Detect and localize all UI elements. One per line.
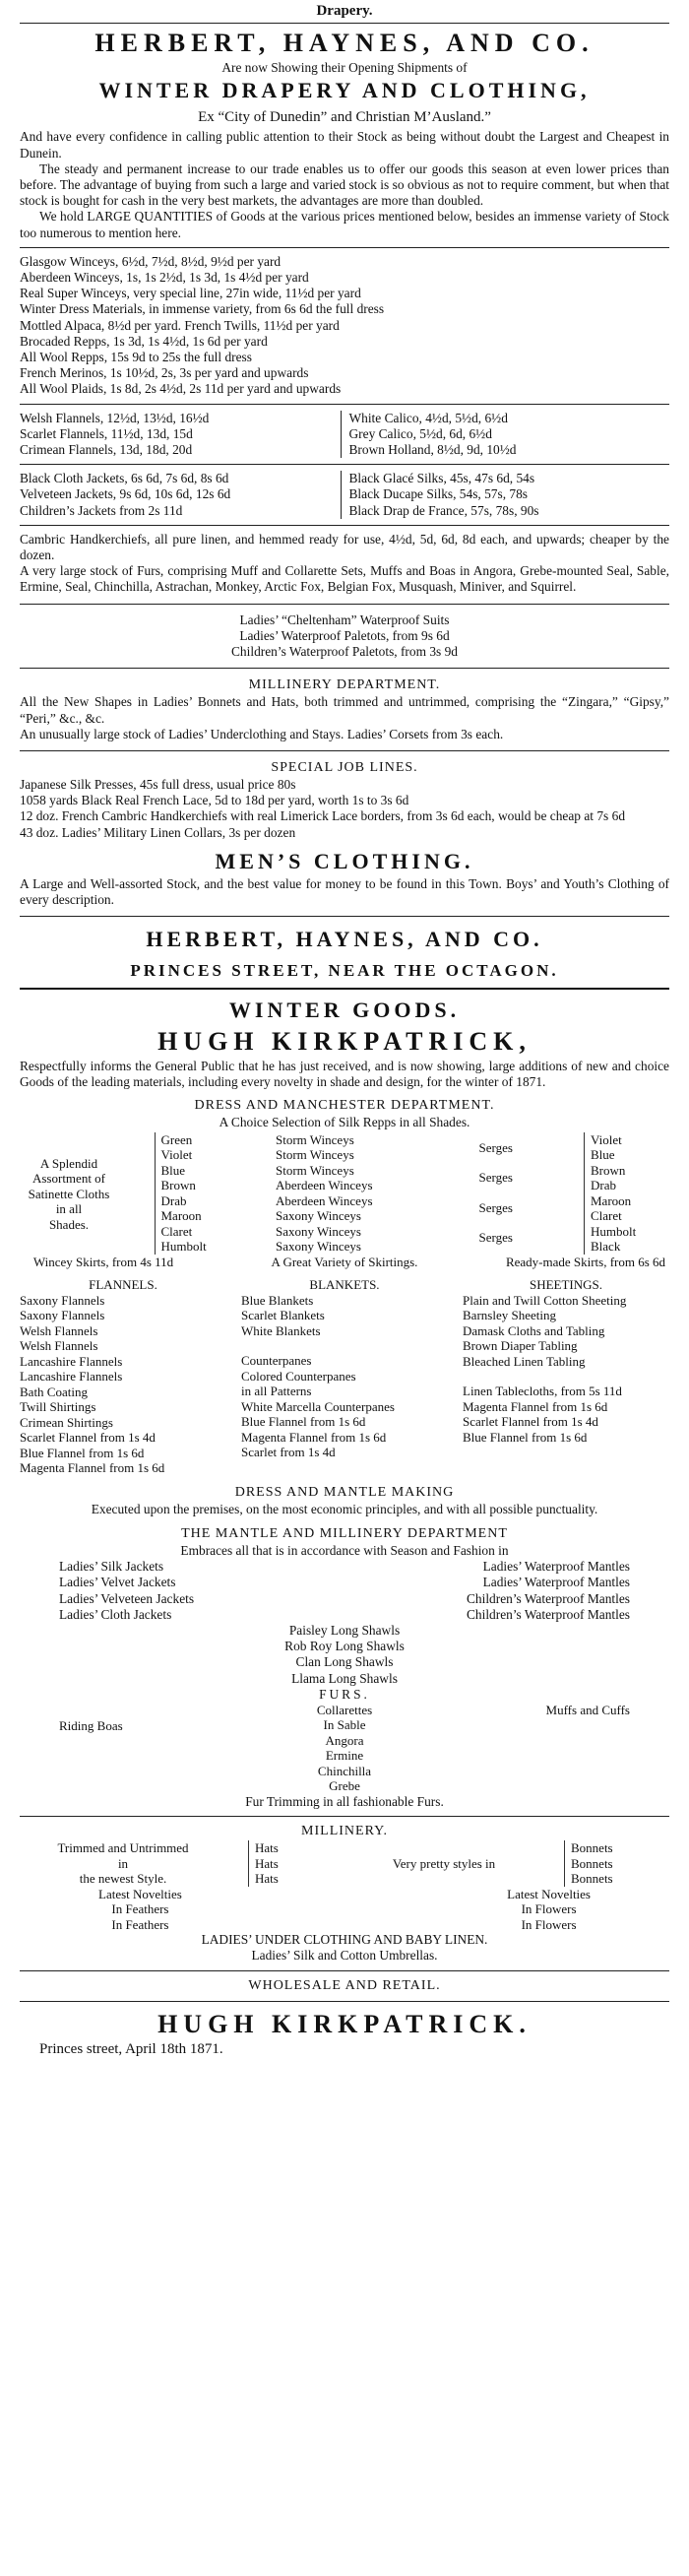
list-item: Crimean Shirtings xyxy=(20,1414,113,1430)
millinery-grid xyxy=(20,1840,669,1887)
para-2: The steady and permanent increase to our trade enables us to offer our goods this season at even lower prices than before. The advantage of buying from such a large and varied stock is so obvious as not to require comment, but when that stock is bought for cash in the very best markets, the advantages are more than doubled. xyxy=(20,161,669,209)
list-item: Real Super Winceys, very special line, 27in wide, 11½d per yard xyxy=(20,286,361,301)
list-item: Brown Diaper Tabling xyxy=(463,1338,578,1354)
text: Muffs and Cuffs xyxy=(545,1702,630,1717)
ad-heading: WINTER GOODS. xyxy=(228,998,461,1023)
list-item: Claret xyxy=(591,1208,622,1224)
mens-para: A Large and Well-assorted Stock, and the best value for money to be found in this Town. Boys’ and Youth’s Clothing of every description. xyxy=(20,875,669,907)
list-item: Storm Winceys xyxy=(276,1131,354,1147)
underclothing: LADIES’ UNDER CLOTHING AND BABY LINEN. xyxy=(201,1932,488,1948)
list-item: Bleached Linen Tabling xyxy=(463,1353,586,1369)
list-item: Serges xyxy=(478,1139,513,1155)
list-item: Colored Counterpanes xyxy=(241,1368,356,1384)
mantle-title: THE MANTLE AND MILLINERY DEPARTMENT xyxy=(181,1525,508,1541)
list-item: Saxony Winceys xyxy=(276,1239,361,1255)
furs-title: FURS. xyxy=(319,1686,370,1702)
list-item: Hats xyxy=(255,1855,279,1871)
dm-para: Executed upon the premises, on the most economic principles, and with all possible punctuality. xyxy=(91,1501,598,1516)
list-item: All Wool Plaids, 1s 8d, 2s 4½d, 2s 11d per yard and upwards xyxy=(20,381,342,397)
list-item: Lancashire Flannels xyxy=(20,1353,123,1369)
list-item: Children’s Waterproof Paletots, from 3s 9d xyxy=(231,644,458,660)
list-item: Ladies’ Velvet Jackets xyxy=(59,1575,176,1590)
text: A Great Variety of Skirtings. xyxy=(271,1254,418,1269)
text: Assortment of xyxy=(31,1171,106,1187)
list-item: Drab xyxy=(591,1178,616,1193)
firm-name-footer: HERBERT, HAYNES, AND CO. xyxy=(146,927,543,952)
list-item: Scarlet Flannel from 1s 4d xyxy=(463,1414,598,1430)
list-item: Magenta Flannel from 1s 6d xyxy=(241,1429,387,1445)
divider xyxy=(20,464,669,465)
list-item: Scarlet from 1s 4d xyxy=(241,1445,336,1460)
col-title: BLANKETS. xyxy=(309,1277,380,1293)
list-item: Bath Coating xyxy=(20,1384,88,1399)
list-item: Magenta Flannel from 1s 6d xyxy=(463,1398,608,1414)
list-item: Latest Novelties xyxy=(98,1886,182,1901)
goods-grid xyxy=(20,1277,669,1476)
list-item: Blue Flannel from 1s 6d xyxy=(241,1414,366,1430)
list-item: Black xyxy=(591,1239,621,1255)
silks-col xyxy=(341,471,670,519)
list-item: 43 doz. Ladies’ Military Linen Collars, 3s per dozen xyxy=(20,824,296,840)
list-item: Crimean Flannels, 13d, 18d, 20d xyxy=(20,442,193,458)
divider xyxy=(20,23,669,24)
list-item: 1058 yards Black Real French Lace, 5d to 18d per yard, worth 1s to 3s 6d xyxy=(20,793,409,808)
list-item: Scarlet Flannels, 11½d, 13d, 15d xyxy=(20,425,193,441)
calico-col xyxy=(341,411,670,459)
list-item: Ladies’ Waterproof Paletots, from 9s 6d xyxy=(239,627,450,643)
list-item: Saxony Flannels xyxy=(20,1292,105,1308)
ad-kirkpatrick xyxy=(20,996,669,2057)
firm-name: HERBERT, HAYNES, AND CO. xyxy=(94,29,595,57)
umbrellas: Ladies’ Silk and Cotton Umbrellas. xyxy=(251,1948,438,1964)
list-item: Blue xyxy=(591,1147,615,1163)
col-title: FLANNELS. xyxy=(89,1277,157,1293)
list-item: Saxony Flannels xyxy=(20,1308,105,1323)
list-item: Aberdeen Winceys xyxy=(276,1178,373,1193)
spacer xyxy=(241,1338,448,1353)
furs-para: A very large stock of Furs, comprising Muff and Collarette Sets, Muffs and Boas in Angora, Grebe-mounted Seal, Sable, Ermine, Seal, Chinchilla, Astrachan, Monkey, Arctic Fox, Belgian Fox, Musquash, Miniver, and Squirrel. xyxy=(20,563,669,595)
divider xyxy=(20,916,669,917)
list-item: White Marcella Counterpanes xyxy=(241,1398,395,1414)
list-item: In Feathers xyxy=(111,1916,169,1932)
furs-grid xyxy=(20,1703,669,1794)
jackets-col xyxy=(20,471,341,519)
mantle-left xyxy=(59,1559,344,1623)
list-item: in all Patterns xyxy=(241,1384,312,1399)
list-item: Counterpanes xyxy=(241,1353,312,1369)
list-item: Serges xyxy=(478,1199,513,1215)
furs-list xyxy=(266,1703,423,1794)
para-3: We hold LARGE QUANTITIES of Goods at the various prices mentioned below, besides an immense variety of Stock too numerous to mention here. xyxy=(20,209,669,240)
text: Riding Boas xyxy=(59,1717,123,1733)
divider xyxy=(20,988,669,990)
mantle-right xyxy=(344,1559,630,1623)
text: the newest Style. xyxy=(79,1871,167,1887)
list-item: Brown xyxy=(160,1178,196,1193)
list-item: Angora xyxy=(325,1732,364,1748)
list-item: Children’s Jackets from 2s 11d xyxy=(20,502,183,518)
list-item: Serges xyxy=(478,1230,513,1246)
sheetings-col xyxy=(463,1277,669,1476)
list-item: Grey Calico, 5½d, 6d, 6½d xyxy=(348,425,492,441)
novel-left xyxy=(98,1887,182,1933)
flannel-calico-table xyxy=(20,411,669,459)
divider xyxy=(20,1816,669,1817)
list-item: Aberdeen Winceys xyxy=(276,1192,373,1208)
section-header: Drapery. xyxy=(316,3,373,19)
splendid-col xyxy=(20,1132,118,1255)
list-item: Maroon xyxy=(591,1192,632,1208)
list-item: Velveteen Jackets, 9s 6d, 10s 6d, 12s 6d xyxy=(20,486,231,502)
list-item: Mottled Alpaca, 8½d per yard. French Twills, 11½d per yard xyxy=(20,317,340,333)
list-item: Bonnets xyxy=(571,1871,613,1887)
skirts-row xyxy=(20,1255,669,1270)
divider xyxy=(20,1970,669,1971)
text: A Splendid xyxy=(39,1155,98,1171)
divider xyxy=(20,2001,669,2002)
list-item: Children’s Waterproof Mantles xyxy=(466,1590,630,1606)
list-item: Drab xyxy=(160,1192,187,1208)
list-item: Paisley Long Shawls xyxy=(288,1622,401,1638)
wincey-list xyxy=(20,254,669,398)
list-item: Welsh Flannels xyxy=(20,1338,98,1354)
hats-col xyxy=(248,1840,324,1887)
list-item: In Sable xyxy=(323,1717,366,1733)
flannels-col xyxy=(20,411,341,459)
trimmed-col xyxy=(39,1840,207,1887)
list-item: Clan Long Shawls xyxy=(295,1654,394,1670)
list-item: Humbolt xyxy=(591,1223,637,1239)
divider xyxy=(20,750,669,751)
fur-trim: Fur Trimming in all fashionable Furs. xyxy=(245,1793,444,1809)
para-1: And have every confidence in calling public attention to their Stock as being without doubt the Largest and Cheapest in Dunein. xyxy=(20,129,669,161)
list-item: Grebe xyxy=(329,1778,360,1794)
list-item: Aberdeen Winceys, 1s, 1s 2½d, 1s 3d, 1s 4½d per yard xyxy=(20,270,309,286)
mantle-grid xyxy=(20,1559,669,1623)
list-item: Ladies’ Silk Jackets xyxy=(59,1559,164,1575)
list-item: Winter Dress Materials, in immense variety, from 6s 6d the full dress xyxy=(20,301,385,317)
list-item: Violet xyxy=(160,1147,193,1163)
list-item: Black Drap de France, 57s, 78s, 90s xyxy=(348,502,539,518)
job-title: SPECIAL JOB LINES. xyxy=(271,759,418,775)
date-line: Princes street, April 18th 1871. xyxy=(39,2040,223,2057)
list-item: Bonnets xyxy=(571,1840,613,1856)
list-item: Children’s Waterproof Mantles xyxy=(466,1606,630,1622)
list-item: Black Ducape Silks, 54s, 57s, 78s xyxy=(348,486,529,502)
text: Very pretty styles in xyxy=(392,1856,496,1872)
list-item: White Calico, 4½d, 5½d, 6½d xyxy=(348,410,508,425)
jackets-silks-table xyxy=(20,471,669,519)
list-item: Brocaded Repps, 1s 3d, 1s 4½d, 1s 6d per yard xyxy=(20,333,268,349)
divider xyxy=(20,604,669,605)
text: in all xyxy=(55,1201,83,1217)
list-item: Violet xyxy=(591,1131,622,1147)
flannels-col xyxy=(20,1277,226,1476)
list-item: French Merinos, 1s 10½d, 2s, 3s per yard and upwards xyxy=(20,365,309,381)
merchant-name: HUGH KIRKPATRICK, xyxy=(157,1027,532,1057)
list-item: Llama Long Shawls xyxy=(291,1670,398,1686)
list-item: Green xyxy=(160,1131,193,1147)
colors-col-1 xyxy=(155,1132,240,1255)
waterproof-list xyxy=(20,612,669,661)
dm-title: DRESS AND MANTLE MAKING xyxy=(234,1484,455,1500)
list-item: Brown Holland, 8½d, 9d, 10½d xyxy=(348,442,517,458)
list-item: Saxony Winceys xyxy=(276,1223,361,1239)
list-item: Claret xyxy=(160,1223,193,1239)
list-item: Ermine xyxy=(325,1748,364,1764)
list-item: Storm Winceys xyxy=(276,1147,354,1163)
list-item: Chinchilla xyxy=(317,1763,372,1778)
list-item: Maroon xyxy=(160,1208,202,1224)
list-item: Welsh Flannels, 12½d, 13½d, 16½d xyxy=(20,410,210,425)
serges-col xyxy=(479,1132,548,1255)
list-item: Ladies’ Velveteen Jackets xyxy=(59,1590,195,1606)
list-item: Latest Novelties xyxy=(507,1886,591,1901)
list-item: Blue Flannel from 1s 6d xyxy=(463,1429,588,1445)
list-item: Magenta Flannel from 1s 6d xyxy=(20,1460,165,1476)
ad-heading: WINTER DRAPERY AND CLOTHING, xyxy=(98,78,591,103)
list-item: Scarlet Blankets xyxy=(241,1308,325,1323)
novelties-grid xyxy=(20,1887,669,1933)
bonnets-col xyxy=(564,1840,650,1887)
list-item: Blue xyxy=(160,1162,186,1178)
list-item: Black Cloth Jackets, 6s 6d, 7s 6d, 8s 6d xyxy=(20,471,229,486)
list-item: Black Glacé Silks, 45s, 47s 6d, 54s xyxy=(348,471,535,486)
list-item: Blue Flannel from 1s 6d xyxy=(20,1445,145,1460)
list-item: Rob Roy Long Shawls xyxy=(284,1639,405,1654)
list-item: Japanese Silk Presses, 45s full dress, usual price 80s xyxy=(20,776,296,792)
winceys-col xyxy=(276,1132,443,1255)
colors-col-2 xyxy=(584,1132,669,1255)
list-item: 12 doz. French Cambric Handkerchiefs with real Limerick Lace borders, from 3s 6d each, would be cheap at 7s 6d xyxy=(20,808,626,824)
list-item: White Blankets xyxy=(241,1322,321,1338)
divider xyxy=(20,525,669,526)
list-item: Glasgow Winceys, 6½d, 7½d, 8½d, 9½d per yard xyxy=(20,253,282,269)
shawls-list xyxy=(20,1623,669,1703)
list-item: Lancashire Flannels xyxy=(20,1369,123,1385)
list-item: Storm Winceys xyxy=(276,1162,354,1178)
millinery-para-1: All the New Shapes in Ladies’ Bonnets and Hats, both trimmed and untrimmed, comprising the “Zingara,” “Gipsy,” “Peri,” &c., &c. xyxy=(20,694,669,726)
novel-right xyxy=(507,1887,591,1933)
text: Shades. xyxy=(48,1216,90,1232)
wholesale: WHOLESALE AND RETAIL. xyxy=(248,1977,441,1993)
spacer xyxy=(463,1369,669,1384)
millinery-title: MILLINERY DEPARTMENT. xyxy=(248,677,441,693)
merchant-name-footer: HUGH KIRKPATRICK. xyxy=(157,2009,532,2038)
intro-para: Respectfully informs the General Public that he has just received, and is now showing, large additions of new and choice Goods of the leading materials, including every novelty in shade and design, for the winter of 1871. xyxy=(20,1059,669,1090)
blankets-col xyxy=(241,1277,448,1476)
list-item: Serges xyxy=(478,1170,513,1186)
list-item: In Flowers xyxy=(521,1901,577,1917)
address: PRINCES STREET, NEAR THE OCTAGON. xyxy=(130,961,559,981)
text: Trimmed and Untrimmed xyxy=(57,1840,189,1856)
list-item: Plain and Twill Cotton Sheeting xyxy=(463,1292,627,1308)
mantle-sub: Embraces all that is in accordance with Season and Fashion in xyxy=(180,1542,509,1558)
list-item: Scarlet Flannel from 1s 4d xyxy=(20,1430,156,1446)
divider xyxy=(20,668,669,669)
col-title: SHEETINGS. xyxy=(529,1277,603,1293)
list-item: Damask Cloths and Tabling xyxy=(463,1322,605,1338)
intro-line: Are now Showing their Opening Shipments of xyxy=(221,60,468,75)
list-item: Blue Blankets xyxy=(241,1292,314,1308)
list-item: Brown xyxy=(591,1162,626,1178)
list-item: Ladies’ “Cheltenham” Waterproof Suits xyxy=(239,612,450,627)
list-item: Humbolt xyxy=(160,1239,207,1255)
list-item: Hats xyxy=(255,1840,279,1856)
mens-title: MEN’S CLOTHING. xyxy=(215,848,474,873)
list-item: Barnsley Sheeting xyxy=(463,1308,556,1323)
list-item: Ladies’ Cloth Jackets xyxy=(59,1606,172,1622)
list-item: In Feathers xyxy=(111,1901,169,1917)
text: Wincey Skirts, from 4s 11d xyxy=(32,1254,174,1269)
list-item: All Wool Repps, 15s 9d to 25s the full dress xyxy=(20,350,252,365)
dress-grid xyxy=(20,1132,669,1255)
text: Satinette Cloths xyxy=(28,1186,110,1201)
list-item: Bonnets xyxy=(571,1855,613,1871)
cambric-para: Cambric Handkerchiefs, all pure linen, and hemmed ready for use, 4½d, 5d, 6d, 8d each, and upwards; cheaper by the dozen. xyxy=(20,531,669,563)
list-item: Linen Tablecloths, from 5s 11d xyxy=(463,1384,622,1399)
ad-herbert-haynes xyxy=(20,27,669,982)
text: Ready-made Skirts, from 6s 6d xyxy=(505,1254,666,1269)
list-item: Ladies’ Waterproof Mantles xyxy=(482,1559,630,1575)
dress-subtitle: A Choice Selection of Silk Repps in all Shades. xyxy=(219,1114,470,1129)
list-item: Hats xyxy=(255,1871,279,1887)
list-item: Welsh Flannels xyxy=(20,1322,98,1338)
text: in xyxy=(117,1855,129,1871)
list-item: Saxony Winceys xyxy=(276,1208,361,1224)
list-item: In Flowers xyxy=(521,1916,577,1932)
millinery-title: MILLINERY. xyxy=(301,1824,388,1839)
list-item: Twill Shirtings xyxy=(20,1399,96,1415)
divider xyxy=(20,247,669,248)
ships-line: Ex “City of Dunedin” and Christian M’Ausland.” xyxy=(198,109,491,126)
divider xyxy=(20,404,669,405)
dress-title: DRESS AND MANCHESTER DEPARTMENT. xyxy=(194,1097,495,1113)
job-list xyxy=(20,777,669,841)
list-item: Collarettes xyxy=(316,1702,373,1717)
list-item: Ladies’ Waterproof Mantles xyxy=(482,1575,630,1590)
millinery-para-2: An unusually large stock of Ladies’ Underclothing and Stays. Ladies’ Corsets from 3s each. xyxy=(20,726,504,741)
